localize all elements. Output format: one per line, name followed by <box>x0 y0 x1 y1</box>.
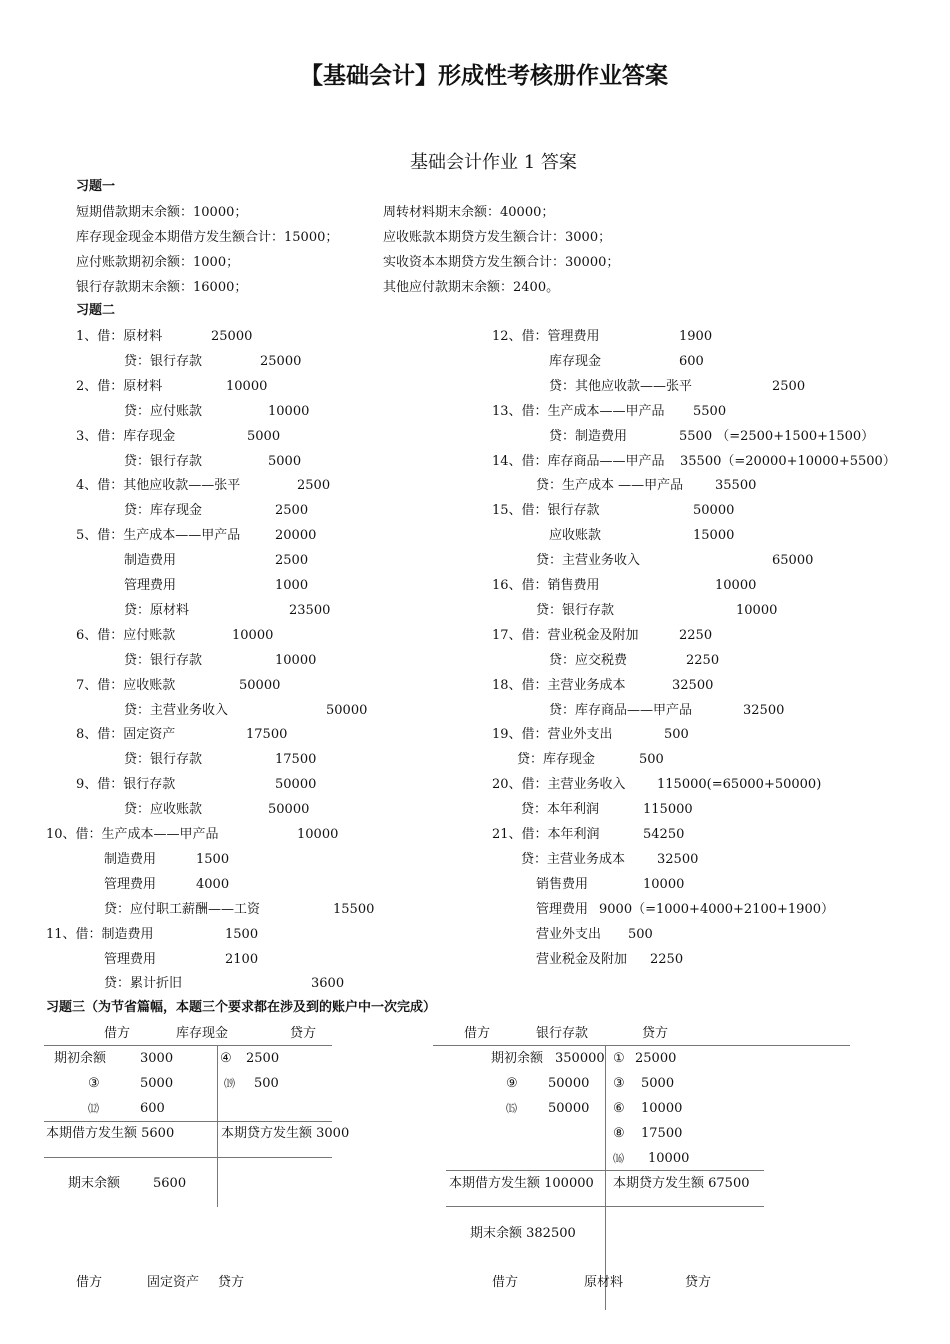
ex1-item: 库存现金现金本期借方发生额合计：15000； <box>76 230 339 245</box>
journal-account: 贷：应付账款 <box>124 403 203 419</box>
journal-amount: 17500 <box>275 752 317 768</box>
journal-account: 营业外支出 <box>536 926 602 942</box>
journal-amount: 115000(=65000+50000) <box>657 777 822 793</box>
journal-account: 管理费用 <box>104 876 157 892</box>
journal-amount: 25000 <box>211 329 253 344</box>
journal-amount: 2500 <box>275 553 309 569</box>
cash-sub-line2 <box>44 1157 332 1158</box>
bank-credit-label: 贷方 <box>642 1026 669 1041</box>
journal-amount: 50000 <box>268 802 310 818</box>
journal-amount: 10000 <box>275 652 317 668</box>
journal-amount: 32500 <box>657 851 699 867</box>
journal-amount: 10000 <box>715 578 757 593</box>
journal-amount: 10000 <box>643 876 685 892</box>
ex2-heading: 习题二 <box>76 303 116 318</box>
bank-debit-ref: ⑨ <box>506 1076 518 1091</box>
journal-account: 应收账款 <box>549 528 602 544</box>
journal-amount: 65000 <box>772 553 814 569</box>
journal-account: 贷：银行存款 <box>124 752 203 768</box>
cash-opening-amount: 3000 <box>140 1051 174 1066</box>
ex1-item: 银行存款期末余额：16000； <box>76 280 248 295</box>
ex1-item: 周转材料期末余额：40000； <box>383 205 555 220</box>
journal-account: 贷：应收账款 <box>124 802 203 818</box>
journal-account: 贷：银行存款 <box>124 453 203 469</box>
bank-credit-ref: ③ <box>613 1076 625 1091</box>
bank-credit-ref: ⑥ <box>613 1101 625 1116</box>
journal-amount: 2250 <box>650 951 684 967</box>
journal-amount: 2250 <box>686 652 720 668</box>
journal-amount: 10000 <box>736 602 778 618</box>
journal-account: 贷：库存现金 <box>517 752 596 768</box>
bank-opening-label: 期初余额 <box>491 1051 544 1066</box>
journal-account: 营业税金及附加 <box>536 951 628 967</box>
journal-account: 贷：原材料 <box>124 602 190 618</box>
journal-account: 13、借：生产成本——甲产品 <box>492 403 665 419</box>
journal-account: 贷：本年利润 <box>521 802 600 818</box>
journal-account: 库存现金 <box>549 353 602 369</box>
cash-sub-line1 <box>44 1121 332 1122</box>
journal-account: 贷：累计折旧 <box>104 976 183 992</box>
bank-sub-line2 <box>446 1206 764 1207</box>
journal-amount: 115000 <box>643 802 693 818</box>
bank-credit-amount: 17500 <box>641 1126 683 1141</box>
bank-debit-ref: ⒂ <box>506 1102 517 1115</box>
journal-amount: 2500 <box>772 378 806 394</box>
journal-amount: 15500 <box>333 901 375 917</box>
cash-debit-amount: 5000 <box>140 1076 174 1091</box>
journal-amount: 500 <box>628 926 653 942</box>
journal-amount: 2250 <box>679 627 713 643</box>
journal-amount: 2500 <box>297 478 331 494</box>
journal-amount: 5500 <box>693 403 727 419</box>
fixed-debit-label: 借方 <box>76 1275 103 1290</box>
journal-amount: 600 <box>679 353 704 369</box>
ex1-item: 实收资本本期贷方发生额合计：30000； <box>383 255 620 270</box>
cash-credit-ref: ⒆ <box>224 1077 235 1090</box>
journal-amount: 2100 <box>225 951 259 967</box>
page-title: 【基础会计】形成性考核册作业答案 <box>300 63 668 89</box>
bank-ending: 期末余额 382500 <box>470 1226 576 1241</box>
bank-credit-amount: 25000 <box>635 1051 677 1066</box>
cash-credit-total: 本期贷方发生额 3000 <box>221 1126 350 1141</box>
cash-mid-line <box>217 1045 218 1207</box>
journal-account: 16、借：销售费用 <box>492 578 600 593</box>
journal-amount: 1500 <box>225 926 259 942</box>
cash-top-line <box>44 1045 332 1046</box>
cash-ending-label: 期末余额 <box>68 1176 121 1191</box>
cash-ending-amount: 5600 <box>153 1176 187 1191</box>
journal-account: 贷：应交税费 <box>549 652 628 668</box>
ex1-item: 短期借款期末余额：10000； <box>76 205 248 220</box>
journal-account: 制造费用 <box>124 553 177 569</box>
journal-account: 19、借：营业外支出 <box>492 727 613 743</box>
journal-account: 贷：银行存款 <box>536 602 615 618</box>
journal-account: 销售费用 <box>536 876 589 892</box>
journal-account: 10、借：生产成本——甲产品 <box>46 827 219 842</box>
journal-amount: 10000 <box>297 827 339 842</box>
journal-amount: 5500 （=2500+1500+1500） <box>679 428 875 444</box>
cash-debit-ref: ⑿ <box>88 1102 99 1115</box>
journal-account: 5、借：生产成本——甲产品 <box>76 528 241 544</box>
bank-debit-amount: 50000 <box>548 1076 590 1091</box>
bank-credit-amount: 10000 <box>641 1101 683 1116</box>
journal-amount: 23500 <box>289 602 331 618</box>
journal-amount: 54250 <box>643 827 685 842</box>
bank-debit-total: 本期借方发生额 100000 <box>449 1176 594 1191</box>
cash-opening-label: 期初余额 <box>54 1051 107 1066</box>
cash-credit-amount: 2500 <box>246 1051 280 1066</box>
cash-debit-label: 借方 <box>104 1026 131 1041</box>
ex1-item: 应收账款本期贷方发生额合计：3000； <box>383 230 612 245</box>
ex1-heading: 习题一 <box>76 179 116 194</box>
journal-amount: 50000 <box>239 677 281 693</box>
journal-account: 贷：主营业务收入 <box>124 702 229 718</box>
journal-amount: 17500 <box>246 727 288 743</box>
journal-amount: 25000 <box>260 353 302 369</box>
journal-account: 贷：库存商品——甲产品 <box>549 702 693 718</box>
raw-account-name: 原材料 <box>584 1275 624 1290</box>
journal-account: 7、借：应收账款 <box>76 677 176 693</box>
cash-debit-total: 本期借方发生额 5600 <box>46 1126 175 1141</box>
journal-amount: 3600 <box>311 976 345 992</box>
journal-amount: 4000 <box>196 876 230 892</box>
journal-amount: 32500 <box>672 677 714 693</box>
journal-amount: 32500 <box>743 702 785 718</box>
journal-account: 20、借：主营业务收入 <box>492 777 626 793</box>
bank-credit-amount: 10000 <box>648 1151 690 1166</box>
journal-account: 2、借：原材料 <box>76 378 163 394</box>
cash-credit-ref: ④ <box>220 1051 232 1066</box>
journal-amount: 50000 <box>326 702 368 718</box>
bank-credit-ref: ① <box>613 1051 625 1066</box>
journal-amount: 15000 <box>693 528 735 544</box>
journal-amount: 50000 <box>275 777 317 793</box>
journal-account: 制造费用 <box>104 851 157 867</box>
fixed-credit-label: 贷方 <box>218 1275 245 1290</box>
cash-debit-ref: ③ <box>88 1076 100 1091</box>
bank-mid-line <box>605 1045 606 1310</box>
journal-account: 4、借：其他应收款——张平 <box>76 478 241 494</box>
journal-amount: 5000 <box>268 453 302 469</box>
journal-account: 1、借：原材料 <box>76 329 163 344</box>
journal-amount: 10000 <box>232 627 274 643</box>
journal-account: 9、借：银行存款 <box>76 777 176 793</box>
fixed-account-name: 固定资产 <box>147 1275 200 1290</box>
journal-account: 12、借：管理费用 <box>492 329 600 344</box>
journal-amount: 2500 <box>275 503 309 519</box>
bank-debit-amount: 50000 <box>548 1101 590 1116</box>
bank-sub-line1 <box>446 1170 764 1171</box>
journal-account: 贷：生产成本 ——甲产品 <box>536 478 684 494</box>
journal-amount: 50000 <box>693 503 735 519</box>
journal-account: 贷：主营业务成本 <box>521 851 626 867</box>
page-subtitle: 基础会计作业 1 答案 <box>410 152 577 173</box>
journal-account: 管理费用 <box>536 901 589 917</box>
journal-account: 14、借：库存商品——甲产品 <box>492 453 665 469</box>
raw-credit-label: 贷方 <box>685 1275 712 1290</box>
journal-amount: 10000 <box>226 378 268 394</box>
journal-account: 18、借：主营业务成本 <box>492 677 626 693</box>
journal-account: 贷：主营业务收入 <box>536 553 641 569</box>
journal-account: 贷：银行存款 <box>124 652 203 668</box>
journal-account: 11、借：制造费用 <box>46 926 154 942</box>
cash-credit-amount: 500 <box>254 1076 279 1091</box>
ex3-heading: 习题三（为节省篇幅，本题三个要求都在涉及到的账户中一次完成） <box>46 1000 437 1015</box>
journal-amount: 1500 <box>196 851 230 867</box>
journal-account: 贷：制造费用 <box>549 428 628 444</box>
journal-amount: 10000 <box>268 403 310 419</box>
raw-debit-label: 借方 <box>492 1275 519 1290</box>
journal-account: 贷：库存现金 <box>124 503 203 519</box>
journal-amount: 35500（=20000+10000+5500） <box>680 453 896 469</box>
cash-debit-amount: 600 <box>140 1101 165 1116</box>
bank-credit-amount: 5000 <box>641 1076 675 1091</box>
bank-account-name: 银行存款 <box>536 1026 589 1041</box>
ex1-item: 应付账款期初余额：1000； <box>76 255 240 270</box>
bank-opening-amount: 350000 <box>555 1051 605 1066</box>
journal-amount: 20000 <box>275 528 317 544</box>
cash-credit-label: 贷方 <box>290 1026 317 1041</box>
journal-account: 贷：应付职工薪酬——工资 <box>104 901 261 917</box>
journal-amount: 500 <box>664 727 689 743</box>
journal-amount: 1000 <box>275 578 309 593</box>
bank-credit-total: 本期贷方发生额 67500 <box>613 1176 750 1191</box>
ex1-item: 其他应付款期末余额：2400。 <box>383 280 560 295</box>
bank-debit-label: 借方 <box>464 1026 491 1041</box>
journal-account: 管理费用 <box>124 578 177 593</box>
journal-account: 管理费用 <box>104 951 157 967</box>
journal-amount: 5000 <box>247 428 281 444</box>
journal-account: 贷：银行存款 <box>124 353 203 369</box>
bank-credit-ref: ⒃ <box>613 1152 624 1165</box>
journal-account: 贷：其他应收款——张平 <box>549 378 693 394</box>
journal-account: 15、借：银行存款 <box>492 503 600 519</box>
journal-account: 21、借：本年利润 <box>492 827 600 842</box>
journal-amount: 35500 <box>715 478 757 494</box>
journal-amount: 9000（=1000+4000+2100+1900） <box>599 901 834 917</box>
cash-account-name: 库存现金 <box>176 1026 229 1041</box>
journal-amount: 1900 <box>679 329 713 344</box>
journal-account: 17、借：营业税金及附加 <box>492 627 639 643</box>
journal-account: 8、借：固定资产 <box>76 727 176 743</box>
journal-account: 6、借：应付账款 <box>76 627 176 643</box>
bank-credit-ref: ⑧ <box>613 1126 625 1141</box>
bank-top-line <box>433 1045 850 1046</box>
journal-account: 3、借：库存现金 <box>76 428 176 444</box>
journal-amount: 500 <box>639 752 664 768</box>
